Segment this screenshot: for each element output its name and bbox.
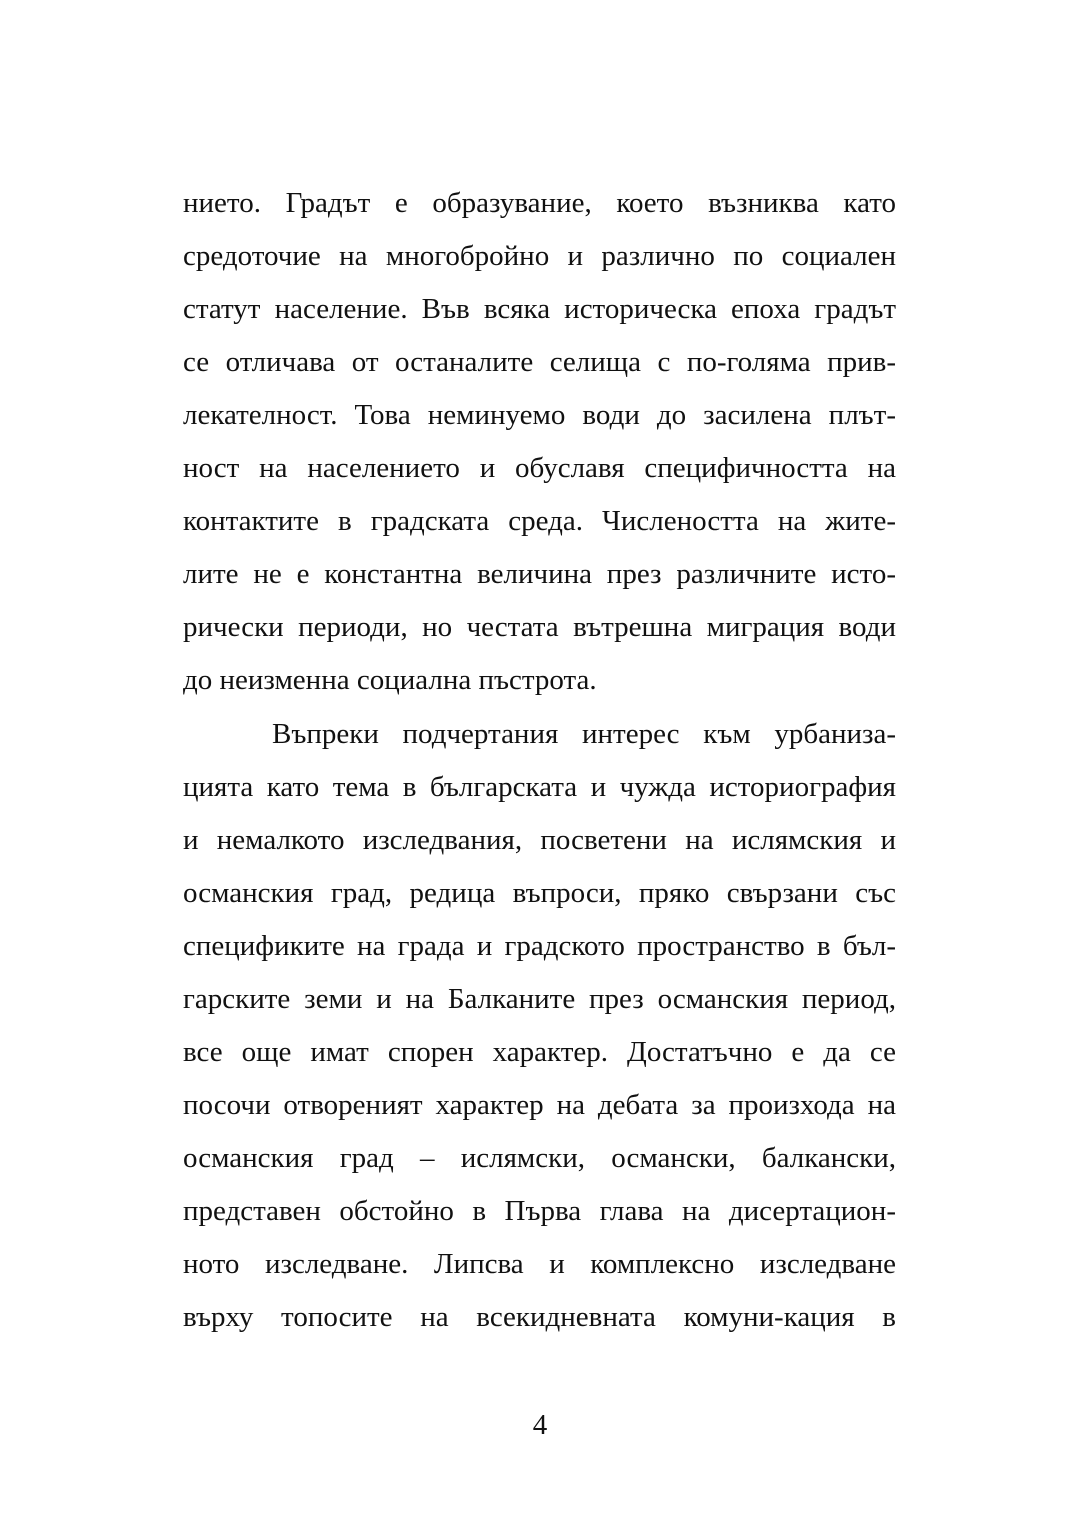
paragraph-1-line: ност на населението и обуславя специфичността на <box>183 452 896 484</box>
paragraph-2-line: цията като тема в българската и чужда историография <box>183 771 896 803</box>
paragraph-1-line: се отличава от останалите селища с по-голяма прив- <box>183 346 896 378</box>
paragraph-2-line: османския град, редица въпроси, пряко свързани със <box>183 877 896 909</box>
paragraph-1-line: рически периоди, но честата вътрешна миграция води <box>183 611 896 643</box>
paragraph-1-line: статут население. Във всяка историческа епоха градът <box>183 293 896 325</box>
paragraph-2-line: все още имат спорен характер. Достатъчно е да се <box>183 1036 896 1068</box>
paragraph-2-line: ното изследване. Липсва и комплексно изследване <box>183 1248 896 1280</box>
paragraph-1-line: средоточие на многобройно и различно по социален <box>183 240 896 272</box>
paragraph-2-line: Въпреки подчертания интерес към урбаниза- <box>272 718 896 750</box>
paragraph-2-line: спецификите на града и градското пространство в бъл- <box>183 930 896 962</box>
paragraph-2-line: представен обстойно в Първа глава на дисертацион- <box>183 1195 896 1227</box>
page-number: 4 <box>532 1409 548 1441</box>
paragraph-1 <box>183 178 896 708</box>
paragraph-1-line: контактите в градската среда. Числеността на жите- <box>183 505 896 537</box>
paragraph-2-line: посочи отвореният характер на дебата за произхода на <box>183 1089 896 1121</box>
paragraph-2-line: гарските земи и на Балканите през османския период, <box>183 983 896 1015</box>
paragraph-2 <box>183 709 896 1345</box>
paragraph-2-line: и немалкото изследвания, посветени на ислямския и <box>183 824 896 856</box>
paragraph-2-line: върху топосите на всекидневната комуни-кация в <box>183 1301 896 1333</box>
paragraph-1-line: до неизменна социална пъстрота. <box>183 664 597 696</box>
paragraph-2-line: османския град – ислямски, османски, балкански, <box>183 1142 896 1174</box>
paragraph-1-line: лите не е константна величина през различните исто- <box>183 558 896 590</box>
paragraph-1-line: нието. Градът е образувание, което възниква като <box>183 187 896 219</box>
paragraph-1-line: лекателност. Това неминуемо води до засилена плът- <box>183 399 896 431</box>
